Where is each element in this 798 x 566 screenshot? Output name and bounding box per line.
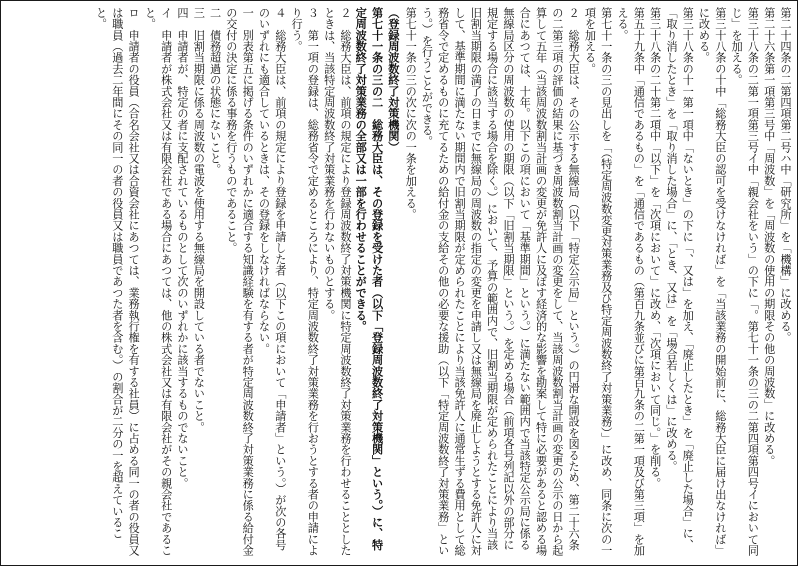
item-4-ro: ロ 申請者の役員（合名会社又は合資会社にあつては、業務執行権を有する社員）に占める同一の者の役員又は職員（過去二年間にその同一の者の役員又は職員であつた者を含む。）の割合が二分の一を超えていること。 (94, 7, 141, 556)
article-71-3-2-para-3: ３ 第一項の登録は、総務省令で定めるところにより、特定周波数終了対策業務を行おうとする者の申請により行う。 (290, 7, 320, 556)
amendment-71-3-heading: 第七十一条の三の見出しを「（特定周波数変更対策業務及び特定周波数終了対策業務）」に改め、同条に次の一項を加える。 (583, 7, 613, 556)
amendment-38-20: 第三十八条の二十第二項中「以下」を「次項において」に改め、「次項において同じ。」を削る。 (648, 7, 662, 489)
vertical-text-page (5, 7, 793, 561)
section-caption: （登録周波数終了対策機関） (386, 7, 401, 153)
item-3: 三 旧割当期限に係る周波数の電波を使用する無線局を開設している者でないこと。 (192, 7, 206, 433)
article-71-3-2-para-4: ４ 総務大臣は、前項の規定により登録を申請した者（以下この項において「申請者」という。）が次の各号のいずれにも適合しているときは、その登録をしなければならない。 (257, 7, 287, 551)
amendment-26: 第二十六条第一項第三号中「周波数」を「周波数の使用の期限その他の周波数」に改める。 (762, 7, 776, 467)
amendment-24-2: 第二十四条の二第四項第二号ハ中「研究所」を「機構」に改める。 (779, 7, 792, 343)
article-71-3-2: 第七十一条の三の二 総務大臣は、その登録を受けた者（以下「登録周波数終了対策機関」という。）に、特定周波数終了対策業務の全部又は一部を行わせることができる。 (354, 7, 385, 551)
insertion-instruction: 第七十一条の三の次に次の一条を加える。 (404, 7, 418, 220)
item-2: 二 債務超過の状態にないこと。 (208, 7, 222, 175)
article-71-3-2-para-2: ２ 総務大臣は、前項の規定により登録周波数終了対策機関に特定周波数終了対策業務を行わせることとしたときは、当該特定周波数終了対策業務を行わないものとする。 (322, 7, 352, 556)
item-4: 四 申請者が、特定の者に支配されているものとして次のいずれかに該当するものでないこと。 (176, 7, 190, 489)
amendment-38-10: 第三十八条の十中「総務大臣の認可を受けなければ」を「当該業務の開始前に、総務大臣に届け出なければ」に改める。 (697, 7, 727, 556)
item-4-i: イ 申請者が株式会社又は有限会社である場合にあつては、他の株式会社又は有限会社がその親会社であること。 (143, 7, 173, 556)
amendment-38-2: 第三十八条の二第一項第三号イ中「親会社をいう」の下に「。第七十一条の三の二第四項第四号イにおいて同じ」を加える。 (730, 7, 760, 556)
amendment-59: 第五十九条中「通信であるもの」を「通信であるもの（第百九条並びに第百九条の二第一項及び第三項」を加える。 (616, 7, 646, 556)
paragraph-2-specific-frequency: ２ 総務大臣は、その公示する無線局（以下「特定公示局」という。）の円滑な開設を図るため、第二十六条の二第三項の評価の結果に基づき周波数割当計画の変更をして、当該周波数割当計画の変更の公示の日から起算して五年（当該周波数割当計画の変更が免許人に及ぼす経済的な影響を勘案して特に必要があると認める場合にあつては、十年。以下この項において「基準期間」という。）に満たない範囲内で当該特定公示局に係る無線局区分の周波数の使用の期限（以下「旧割当期限」という。）を定める場合（前項各号列記以外の部分に規定する場合に該当する場合を除く。）において、予算の範囲内で、旧割当期限が定められたことにより当該旧割当期限の満了の日までに無線局の周波数の指定の変更を申請し又は無線局を廃止しようとする免許人に対して、基準期間に満たない期間内で旧割当期限が定められたことにより当該免許人に通常生ずる費用として総務省令で定めるものに充てるための給付金の支給その他の必要な援助（以下「特定周波数終了対策業務」という。）を行うことができる。 (420, 7, 581, 556)
item-1: 一 別表第五に掲げる条件のいずれかに適合する知識経験を有する者が特定周波数終了対策業務に係る給付金の交付の決定に係る事務を行うものであること。 (224, 7, 255, 556)
amendment-38-11: 第三十八条の十一第一項中「ないとき」の下に「、又は」を加え、「廃止したとき」を「廃止した場合」に、「取り消したとき」を「取り消した場合」に、「とき、又は」を「場合若しくは」に改める。 (664, 7, 695, 551)
